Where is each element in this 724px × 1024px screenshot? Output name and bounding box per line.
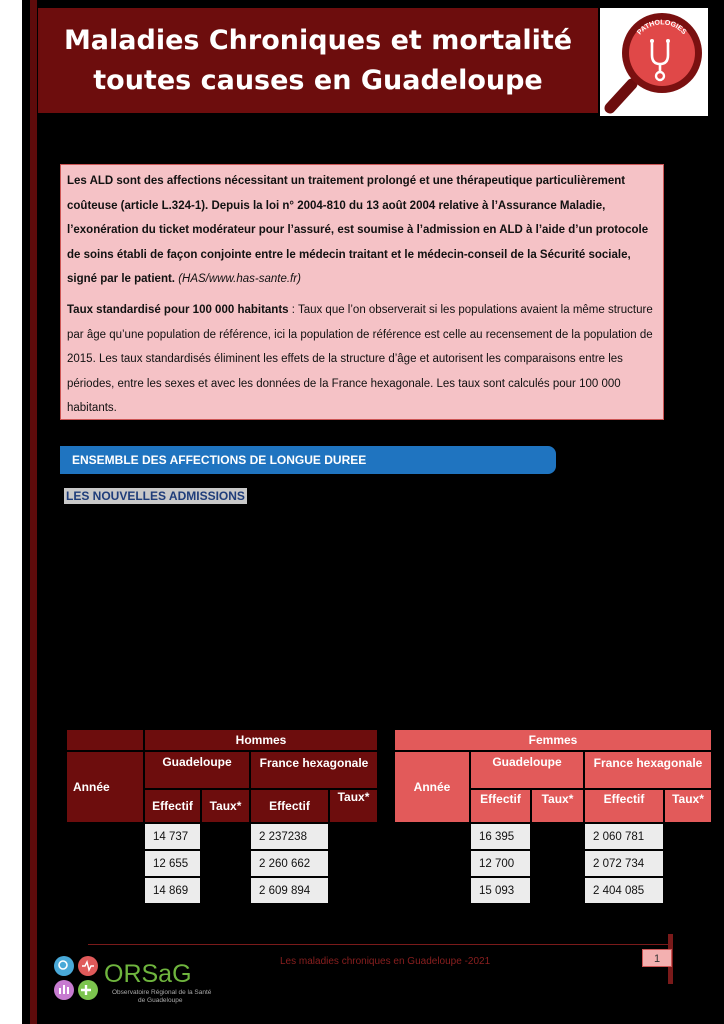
ald-source: (HAS/www.has-sante.fr)	[178, 273, 301, 286]
col-france-hommes: France hexagonale	[250, 751, 378, 789]
col-effectif-g-hommes: Effectif	[144, 789, 201, 823]
section-subtitle: LES NOUVELLES ADMISSIONS	[66, 489, 245, 503]
ald-definition	[67, 169, 657, 292]
cell-g-effectif: 12 655	[144, 850, 201, 877]
table-row	[66, 823, 378, 850]
col-taux-f-hommes: Taux*	[329, 789, 378, 823]
col-taux-f-femmes: Taux*	[664, 789, 712, 823]
pathologies-logo	[600, 8, 708, 116]
left-margin-strip	[0, 0, 22, 1024]
cell-g-effectif: 12 700	[470, 850, 531, 877]
cell-f-effectif: 2 404 085	[584, 877, 664, 904]
orsag-logo	[52, 954, 227, 1006]
left-accent-bar	[30, 0, 37, 1024]
table-row	[394, 823, 712, 850]
col-taux-g-femmes: Taux*	[531, 789, 584, 823]
group-header-femmes: Femmes	[394, 729, 712, 751]
table-femmes	[394, 729, 712, 904]
rate-definition-text: : Taux que l’on observerait si les populations avaient la même structure par âge qu’une population de référence, ici la population de référence est celle au recensement de la population de 2015. Les taux standardisés éliminent les effets de la structure d’âge et autorisent les comparaisons entre les périodes, entre les sexes et avec les données de la France hexagonale. Les taux sont calculés pour 100 000 habitants.	[67, 303, 653, 415]
ald-definition-text: Les ALD sont des affections nécessitant un traitement prolongé et une thérapeutique particulièrement coûteuse (article L.324-1). Depuis la loi n° 2004-810 du 13 août 2004 relative à l’Assurance Maladie, l’exonération du ticket modérateur pour l’assuré, est soumise à l’admission en ALD à l’aide d’un protocole de soins établi de façon conjointe entre le médecin traitant et le médecin-conseil de la Sécurité sociale, signé par le patient.	[67, 175, 649, 286]
cell-f-effectif: 2 609 894	[250, 877, 329, 904]
cell-g-effectif: 14 869	[144, 877, 201, 904]
cell-g-effectif: 14 737	[144, 823, 201, 850]
orsag-wordmark: ORSaG	[104, 960, 192, 988]
cell-g-effectif: 15 093	[470, 877, 531, 904]
col-guadeloupe-hommes: Guadeloupe	[144, 751, 250, 789]
footer-divider	[88, 944, 670, 945]
table-row	[66, 877, 378, 904]
table-hommes	[66, 729, 378, 904]
col-guadeloupe-femmes: Guadeloupe	[470, 751, 584, 789]
col-france-femmes: France hexagonale	[584, 751, 712, 789]
logo-badge-text: PATHOLOGIES	[636, 19, 688, 37]
intro-definitions-box	[60, 164, 664, 420]
section-title-bar: ENSEMBLE DES AFFECTIONS DE LONGUE DUREE	[60, 446, 556, 474]
cell-f-effectif: 2 260 662	[250, 850, 329, 877]
cell-f-effectif: 2 072 734	[584, 850, 664, 877]
col-annee-femmes: Année	[394, 751, 470, 823]
orsag-fullname-1: Observatoire Régional de la Santé	[112, 989, 212, 996]
col-effectif-g-femmes: Effectif	[470, 789, 531, 823]
cell-f-effectif: 2 060 781	[584, 823, 664, 850]
orsag-fullname-2: de Guadeloupe	[138, 997, 183, 1004]
col-annee-hommes: Année	[66, 751, 144, 823]
col-effectif-f-femmes: Effectif	[584, 789, 664, 823]
rate-definition-term: Taux standardisé pour 100 000 habitants	[67, 303, 289, 316]
rate-definition	[67, 298, 657, 421]
cell-f-effectif: 2 237238	[250, 823, 329, 850]
col-effectif-f-hommes: Effectif	[250, 789, 329, 823]
footer-caption: Les maladies chroniques en Guadeloupe -2021	[280, 956, 491, 967]
group-header-hommes: Hommes	[144, 729, 378, 751]
page-title: Maladies Chroniques et mortalité toutes causes en Guadeloupe	[63, 24, 573, 96]
table-row	[394, 850, 712, 877]
page-header	[38, 8, 598, 113]
col-taux-g-hommes: Taux*	[201, 789, 250, 823]
cell-g-effectif: 16 395	[470, 823, 531, 850]
table-row	[394, 877, 712, 904]
page-number: 1	[642, 949, 672, 967]
table-row	[66, 850, 378, 877]
